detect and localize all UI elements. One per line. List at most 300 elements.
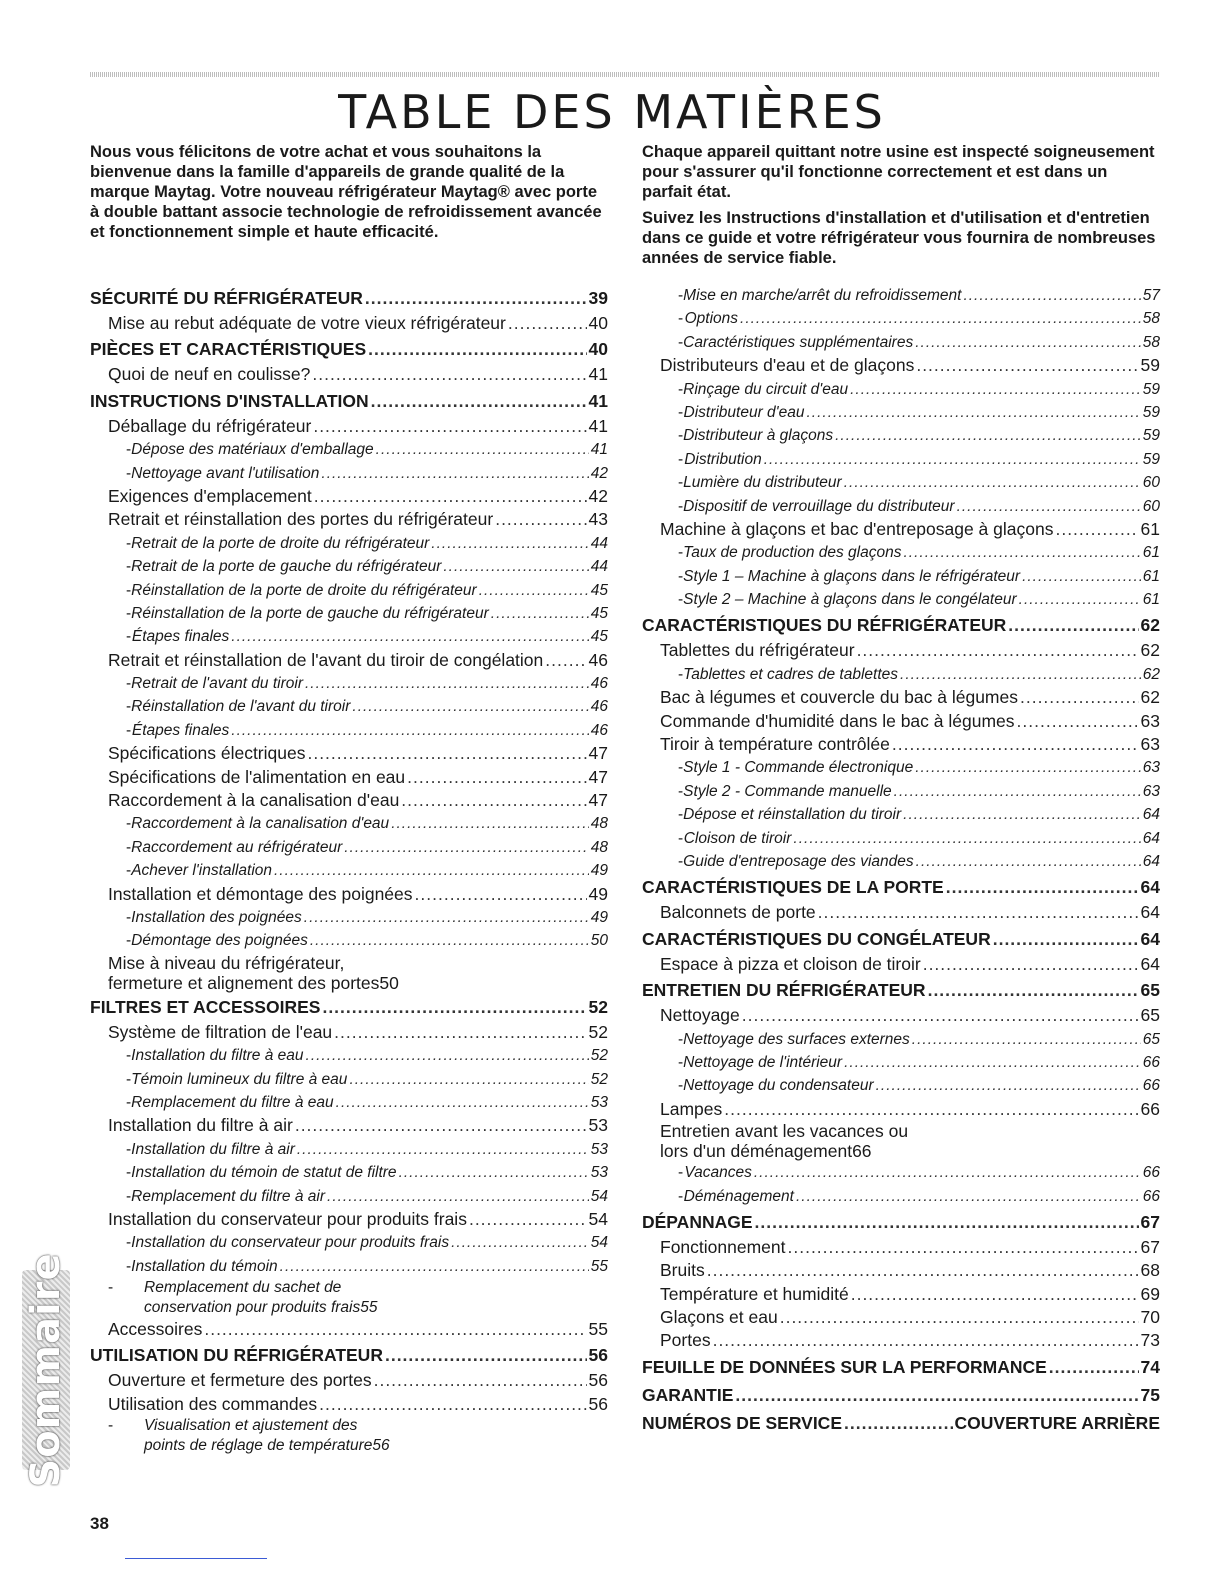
dot-leader: [280, 1255, 589, 1278]
dot-leader: [912, 1028, 1141, 1051]
toc-entry[interactable]: [642, 710, 1160, 733]
toc-entry[interactable]: [90, 789, 608, 812]
toc-entry-label: Taux de production des glaçons: [683, 544, 902, 562]
toc-entry[interactable]: [642, 901, 1160, 924]
toc-entry-label: Nettoyage des surfaces externes: [683, 1030, 910, 1048]
toc-entry-label: Installation du témoin: [131, 1257, 278, 1275]
toc-subentry[interactable]: [90, 812, 608, 835]
toc-entry-page: 53: [590, 1140, 608, 1158]
toc-subentry[interactable]: [642, 495, 1160, 518]
toc-entry-page: 43: [588, 509, 608, 530]
toc-section[interactable]: [642, 1208, 1160, 1236]
toc-entry-page: 65: [1142, 1030, 1160, 1048]
toc-entry-line: [660, 1141, 1160, 1161]
dot-leader: [844, 471, 1141, 494]
toc-subentry[interactable]: [90, 532, 608, 555]
toc-subentry[interactable]: [90, 1068, 608, 1091]
dot-leader: [735, 1381, 1138, 1409]
toc-entry-page: 41: [588, 364, 608, 385]
dot-leader: [1049, 1353, 1139, 1381]
toc-entry-label: Réinstallation de la porte de gauche du réfrigérateur: [131, 604, 489, 622]
toc-section[interactable]: [90, 387, 608, 415]
toc-entry-label: Style 1 - Commande électronique: [683, 759, 914, 777]
dot-leader: [385, 1341, 587, 1369]
toc-entry[interactable]: [642, 733, 1160, 756]
toc-subentry[interactable]: [90, 579, 608, 602]
dash-marker: -: [678, 380, 684, 398]
toc-subentry[interactable]: [90, 625, 608, 648]
dash-marker: -: [126, 441, 132, 459]
toc-entry-page: 46: [590, 675, 608, 693]
toc-right-column: [642, 284, 1160, 1437]
toc-entry-label: Installation des poignées: [131, 908, 302, 926]
toc-entry-label: Style 2 – Machine à glaçons dans le congélateur: [683, 591, 1017, 609]
toc-entry-line: [126, 1436, 608, 1456]
dot-leader: [915, 756, 1141, 779]
dot-leader: [495, 508, 586, 531]
toc-entry[interactable]: [642, 1283, 1160, 1306]
toc-entry-label-cont: lors d'un déménagement: [660, 1141, 853, 1162]
toc-subentry[interactable]: [90, 1044, 608, 1067]
toc-subentry[interactable]: [642, 588, 1160, 611]
toc-entry[interactable]: [642, 518, 1160, 541]
toc-entry-page: 67: [1140, 1236, 1160, 1257]
dot-leader: [796, 1185, 1141, 1208]
toc-entry-page: 41: [588, 415, 608, 436]
dash-marker: -: [126, 1187, 132, 1205]
toc-entry-label: Style 1 – Machine à glaçons dans le réfrigérateur: [683, 567, 1021, 585]
toc-entry-label: Quoi de neuf en coulisse?: [108, 364, 311, 385]
toc-entry[interactable]: [90, 508, 608, 531]
toc-subentry[interactable]: [90, 462, 608, 485]
toc-entry[interactable]: [642, 1306, 1160, 1329]
dash-marker: -: [126, 721, 132, 739]
dot-leader: [1017, 710, 1139, 733]
toc-entry-page: 55: [590, 1257, 608, 1275]
toc-entry-page: 53: [588, 1115, 608, 1136]
dot-leader: [903, 803, 1141, 826]
toc-entry-label: Entretien avant les vacances ou: [660, 1121, 909, 1142]
toc-entry-label: CARACTÉRISTIQUES DU CONGÉLATEUR: [642, 928, 991, 949]
toc-subentry[interactable]: [642, 378, 1160, 401]
toc-entry[interactable]: [90, 1208, 608, 1231]
toc-subentry[interactable]: [642, 1161, 1160, 1184]
toc-entry-page: 64: [1140, 953, 1160, 974]
dot-leader: [407, 766, 586, 789]
toc-entry[interactable]: [90, 1114, 608, 1137]
toc-entry-label: Distributeurs d'eau et de glaçons: [660, 355, 915, 376]
toc-entry-label: Nettoyage du condensateur: [683, 1077, 874, 1095]
dash-marker: -: [678, 665, 684, 683]
toc-entry-label: Style 2 - Commande manuelle: [683, 782, 892, 800]
dash-marker: -: [126, 581, 132, 599]
toc-section[interactable]: [642, 976, 1160, 1004]
toc-subentry[interactable]: [642, 1074, 1160, 1097]
toc-entry-label: Portes: [660, 1330, 711, 1351]
toc-entry-page: 59: [1142, 403, 1160, 421]
dot-leader: [793, 827, 1140, 850]
intro-paragraph-inspection: Chaque appareil quittant notre usine est inspecté soigneusement pour s'assurer qu'il fonctionne correctement et est dans un parfait état.: [642, 143, 1155, 201]
toc-subentry[interactable]: [90, 1091, 608, 1114]
toc-entry-label: Spécifications de l'alimentation en eau: [108, 766, 406, 787]
dot-leader: [365, 284, 587, 312]
dash-marker: -: [126, 464, 132, 482]
dash-marker: -: [126, 1164, 132, 1182]
toc-entry[interactable]: [90, 742, 608, 765]
toc-entry[interactable]: [90, 415, 608, 438]
dash-marker: -: [678, 567, 684, 585]
toc-entry-page: 66: [1142, 1187, 1160, 1205]
toc-entry[interactable]: [642, 1121, 1160, 1161]
toc-entry-page: 52: [590, 1070, 608, 1088]
toc-subentry[interactable]: [90, 906, 608, 929]
toc-entry-label: Réinstallation de l'avant du tiroir: [131, 698, 351, 716]
dot-leader: [876, 1074, 1141, 1097]
toc-entry-page: 61: [1142, 544, 1160, 562]
toc-entry-label: CARACTÉRISTIQUES DU RÉFRIGÉRATEUR: [642, 615, 1007, 636]
toc-subentry[interactable]: [90, 695, 608, 718]
dot-leader: [401, 789, 586, 812]
dash-marker: -: [126, 908, 132, 926]
dot-leader: [368, 335, 586, 363]
dash-marker: -: [678, 829, 684, 847]
dash-marker: -: [678, 497, 684, 515]
dot-leader: [844, 1409, 953, 1437]
toc-subentry[interactable]: [642, 850, 1160, 873]
toc-entry-page: 39: [588, 288, 608, 308]
toc-subentry[interactable]: [642, 565, 1160, 588]
toc-entry-page: 47: [588, 743, 608, 764]
toc-subentry[interactable]: [90, 929, 608, 952]
toc-entry-page: 40: [588, 313, 608, 333]
toc-entry-label: DÉPANNAGE: [642, 1211, 753, 1232]
dot-leader: [851, 1283, 1139, 1306]
toc-entry-label: Étapes finales: [131, 628, 230, 646]
toc-subentry[interactable]: [642, 424, 1160, 447]
toc-subentry[interactable]: [642, 1028, 1160, 1051]
toc-section[interactable]: [642, 1381, 1160, 1409]
toc-entry-page: 45: [590, 604, 608, 622]
dot-leader: [204, 1318, 586, 1341]
toc-entry-label: Remplacement du sachet de: [144, 1279, 342, 1297]
toc-entry-page: 63: [1140, 734, 1160, 755]
toc-entry-label: Installation du filtre à air: [131, 1140, 295, 1158]
toc-entry[interactable]: [90, 766, 608, 789]
toc-entry-page: 47: [588, 790, 608, 811]
toc-subentry[interactable]: [90, 1138, 608, 1161]
toc-entry-page: 58: [1142, 333, 1160, 351]
toc-subentry[interactable]: [642, 401, 1160, 424]
dash-marker: -: [678, 310, 684, 328]
toc-entry-label: Bruits: [660, 1260, 705, 1281]
dot-leader: [993, 925, 1139, 953]
toc-entry[interactable]: [642, 639, 1160, 662]
dot-leader: [231, 625, 588, 648]
toc-entry[interactable]: [642, 354, 1160, 377]
dot-leader: [780, 1306, 1139, 1329]
toc-subentry[interactable]: [642, 803, 1160, 826]
toc-entry[interactable]: [642, 686, 1160, 709]
dot-leader: [469, 1208, 587, 1231]
toc-entry-label: Tiroir à température contrôlée: [660, 734, 890, 755]
toc-entry[interactable]: [90, 953, 608, 993]
toc-entry-page: 65: [1140, 980, 1160, 1001]
toc-entry-label: Nettoyage de l'intérieur: [683, 1053, 843, 1071]
toc-entry-label: Options: [684, 310, 739, 328]
toc-entry-label: Raccordement à la canalisation d'eau: [131, 815, 390, 833]
dash-marker: -: [678, 1030, 684, 1048]
dot-leader: [376, 438, 589, 461]
toc-entry[interactable]: [90, 1416, 608, 1456]
toc-entry[interactable]: [90, 1021, 608, 1044]
toc-entry[interactable]: [642, 1329, 1160, 1352]
toc-entry-label: Tablettes du réfrigérateur: [660, 640, 855, 661]
toc-section[interactable]: [90, 284, 608, 312]
toc-subentry[interactable]: [642, 471, 1160, 494]
toc-entry-label: Raccordement au réfrigérateur: [131, 838, 343, 856]
dash-marker: -: [678, 333, 684, 351]
dash-marker: -: [678, 450, 684, 468]
toc-entry-page: 60: [1142, 474, 1160, 492]
toc-section[interactable]: [642, 873, 1160, 901]
toc-subentry[interactable]: [90, 1231, 608, 1254]
toc-entry-page: 53: [590, 1164, 608, 1182]
toc-subentry[interactable]: [90, 555, 608, 578]
dash-marker: -: [678, 544, 684, 562]
dot-leader: [928, 976, 1139, 1004]
dot-leader: [1055, 518, 1138, 541]
toc-entry-page: 40: [588, 339, 608, 360]
toc-entry-label: Bac à légumes et couvercle du bac à légumes: [660, 687, 1018, 708]
toc-section[interactable]: [642, 925, 1160, 953]
toc-entry-label: Témoin lumineux du filtre à eau: [131, 1070, 348, 1088]
toc-entry-page: 54: [590, 1187, 608, 1205]
toc-subentry[interactable]: [90, 719, 608, 742]
toc-entry-page: 66: [1142, 1053, 1160, 1071]
toc-entry-label: Glaçons et eau: [660, 1307, 778, 1328]
dot-leader: [479, 579, 589, 602]
toc-entry-page: 66: [1142, 1077, 1160, 1095]
dot-leader: [754, 1161, 1141, 1184]
toc-entry[interactable]: [642, 1004, 1160, 1027]
dot-leader: [231, 719, 588, 742]
dot-leader: [415, 883, 587, 906]
toc-subentry[interactable]: [642, 331, 1160, 354]
toc-left-column: [90, 284, 608, 1456]
toc-entry-label: Caractéristiques supplémentaires: [683, 333, 914, 351]
dot-leader: [844, 1051, 1141, 1074]
top-rule: [90, 72, 1160, 77]
dot-leader: [304, 906, 589, 929]
toc-subentry[interactable]: [642, 541, 1160, 564]
dot-leader: [957, 495, 1141, 518]
toc-entry[interactable]: [90, 1369, 608, 1392]
dot-leader: [764, 448, 1141, 471]
dash-marker: -: [678, 287, 684, 304]
toc-entry-page: 68: [1140, 1260, 1160, 1281]
toc-entry-label: Réinstallation de la porte de droite du réfrigérateur: [131, 581, 477, 599]
toc-section[interactable]: [642, 1409, 1160, 1437]
toc-section[interactable]: [642, 1353, 1160, 1381]
dash-marker: -: [126, 628, 132, 646]
dot-leader: [295, 1114, 587, 1137]
toc-entry-label: Lumière du distributeur: [683, 474, 842, 492]
toc-section[interactable]: [90, 993, 608, 1021]
dash-marker: -: [126, 698, 132, 716]
toc-entry-page: 47: [588, 766, 608, 787]
toc-entry-label: Visualisation et ajustement des: [144, 1417, 358, 1435]
dot-leader: [903, 541, 1140, 564]
dash-marker: -: [678, 403, 684, 421]
toc-entry[interactable]: [90, 883, 608, 906]
dash-marker: -: [678, 782, 684, 800]
toc-subentry[interactable]: [642, 1051, 1160, 1074]
dot-leader: [923, 953, 1139, 976]
toc-entry-page: 61: [1142, 591, 1160, 609]
dot-leader: [491, 602, 589, 625]
toc-entry-label: SÉCURITÉ DU RÉFRIGÉRATEUR: [90, 288, 363, 308]
dash-marker: -: [126, 1093, 132, 1111]
toc-entry-page: 64: [1140, 877, 1160, 898]
dot-leader: [322, 993, 586, 1021]
toc-entry[interactable]: [90, 363, 608, 386]
toc-entry-label: FEUILLE DE DONNÉES SUR LA PERFORMANCE: [642, 1356, 1047, 1377]
toc-entry-label: GARANTIE: [642, 1384, 734, 1405]
toc-entry-page: 64: [1142, 806, 1160, 824]
toc-entry[interactable]: [642, 1236, 1160, 1259]
toc-entry-label: Distributeur à glaçons: [683, 427, 834, 445]
intro-paragraph-instructions: Suivez les Instructions d'installation et d'utilisation et d'entretien dans ce guide et votre réfrigérateur vous fournira de nombreuses années de service fiable.: [642, 209, 1156, 267]
toc-entry[interactable]: [642, 953, 1160, 976]
toc-section[interactable]: [90, 335, 608, 363]
toc-entry-line: [108, 973, 608, 993]
dot-leader: [916, 354, 1138, 377]
toc-subentry[interactable]: [642, 756, 1160, 779]
toc-subentry[interactable]: [642, 780, 1160, 803]
toc-subentry[interactable]: [642, 1185, 1160, 1208]
dot-leader: [857, 639, 1139, 662]
toc-subentry[interactable]: [90, 859, 608, 882]
toc-section[interactable]: [90, 1341, 608, 1369]
dot-leader: [305, 672, 589, 695]
toc-entry-label: Démontage des poignées: [131, 932, 308, 950]
toc-subentry[interactable]: [90, 1161, 608, 1184]
dot-leader: [900, 663, 1141, 686]
toc-subentry[interactable]: [642, 307, 1160, 330]
dash-marker: -: [678, 759, 684, 777]
dot-leader: [443, 555, 588, 578]
toc-entry-page: 60: [1142, 497, 1160, 515]
toc-subentry[interactable]: [90, 672, 608, 695]
toc-entry[interactable]: [642, 1259, 1160, 1282]
toc-entry-page: 49: [588, 883, 608, 904]
toc-entry-label: Machine à glaçons et bac d'entreposage à glaçons: [660, 518, 1054, 539]
toc-entry-label: Distribution: [684, 450, 762, 468]
toc-entry-label: Retrait de la porte de gauche du réfrigérateur: [131, 558, 442, 576]
toc-subentry[interactable]: [90, 836, 608, 859]
toc-entry-label-cont: points de réglage de température: [144, 1437, 373, 1455]
toc-entry-page: 46: [588, 649, 608, 670]
toc-subentry[interactable]: [642, 448, 1160, 471]
toc-entry-label: Remplacement du filtre à air: [131, 1187, 326, 1205]
toc-subentry[interactable]: [642, 284, 1160, 307]
toc-entry-label: Retrait de l'avant du tiroir: [131, 675, 303, 693]
toc-entry-label: Rinçage du circuit d'eau: [683, 380, 849, 398]
toc-entry-page: 64: [1142, 829, 1160, 847]
toc-subentry[interactable]: [642, 663, 1160, 686]
toc-entry-label: Installation du conservateur pour produits frais: [131, 1234, 450, 1252]
dot-leader: [352, 695, 588, 718]
toc-entry[interactable]: [90, 1393, 608, 1416]
side-tab-label: Sommaire: [23, 1252, 69, 1488]
toc-entry[interactable]: [90, 485, 608, 508]
dot-leader: [1008, 611, 1138, 639]
dot-leader: [431, 532, 588, 555]
toc-entry-label-cont: conservation pour produits frais: [144, 1299, 361, 1317]
dash-marker: -: [108, 1279, 114, 1297]
toc-entry-page: 45: [590, 581, 608, 599]
toc-entry-page: 59: [1142, 380, 1160, 398]
toc-entry-page: 66: [1142, 1164, 1160, 1182]
dot-leader: [835, 424, 1141, 447]
toc-subentry[interactable]: [90, 1185, 608, 1208]
toc-entry-page: 56: [588, 1393, 608, 1414]
dash-marker: -: [678, 1187, 684, 1205]
toc-subentry[interactable]: [90, 602, 608, 625]
toc-entry[interactable]: [90, 1278, 608, 1318]
dash-marker: -: [126, 932, 132, 950]
toc-entry-label: Étapes finales: [131, 721, 230, 739]
toc-entry-label: Dispositif de verrouillage du distributeur: [683, 497, 955, 515]
toc-subentry[interactable]: [90, 438, 608, 461]
toc-entry[interactable]: [90, 649, 608, 672]
dot-leader: [1020, 686, 1139, 709]
toc-entry-page: 53: [590, 1093, 608, 1111]
toc-entry-label: Distributeur d'eau: [683, 403, 805, 421]
dot-leader: [327, 1185, 589, 1208]
intro-paragraph: Nous vous félicitons de votre achat et vous souhaitons la bienvenue dans la famille d'appareils de grande qualité de la marque Maytag. Votre nouveau réfrigérateur Maytag® avec porte à double battant associe technologie de refroidissement avancée et fonctionnement simple et haute efficacité.: [90, 143, 602, 241]
dot-leader: [894, 780, 1141, 803]
toc-entry-page: 66: [1140, 1098, 1160, 1119]
toc-entry[interactable]: [642, 1098, 1160, 1121]
toc-entry[interactable]: [90, 1318, 608, 1341]
toc-entry-label: NUMÉROS DE SERVICE: [642, 1412, 842, 1433]
dot-leader: [788, 1236, 1139, 1259]
toc-entry-label: Dépose et réinstallation du tiroir: [683, 806, 902, 824]
dot-leader: [707, 1259, 1139, 1282]
dash-marker: -: [678, 474, 684, 492]
toc-entry-label: Mise au rebut adéquate de votre vieux réfrigérateur: [108, 313, 506, 333]
toc-entry[interactable]: [90, 312, 608, 335]
dot-leader: [349, 1068, 588, 1091]
dash-marker: -: [126, 534, 132, 552]
toc-entry-label: Ouverture et fermeture des portes: [108, 1370, 372, 1391]
toc-entry-page: 54: [588, 1208, 608, 1229]
toc-subentry[interactable]: [90, 1255, 608, 1278]
toc-entry-page: 56: [588, 1345, 608, 1366]
dot-leader: [321, 462, 588, 485]
toc-entry-label: Exigences d'emplacement: [108, 485, 312, 506]
toc-entry-page: 52: [588, 1021, 608, 1042]
toc-entry-page: 63: [1142, 782, 1160, 800]
toc-section[interactable]: [642, 611, 1160, 639]
toc-entry-page: 62: [1140, 640, 1160, 661]
dash-marker: -: [678, 852, 684, 870]
toc-entry-page: 66: [852, 1141, 872, 1162]
dash-marker: -: [108, 1417, 114, 1435]
toc-entry-label: Nettoyage: [660, 1005, 740, 1026]
toc-subentry[interactable]: [642, 827, 1160, 850]
